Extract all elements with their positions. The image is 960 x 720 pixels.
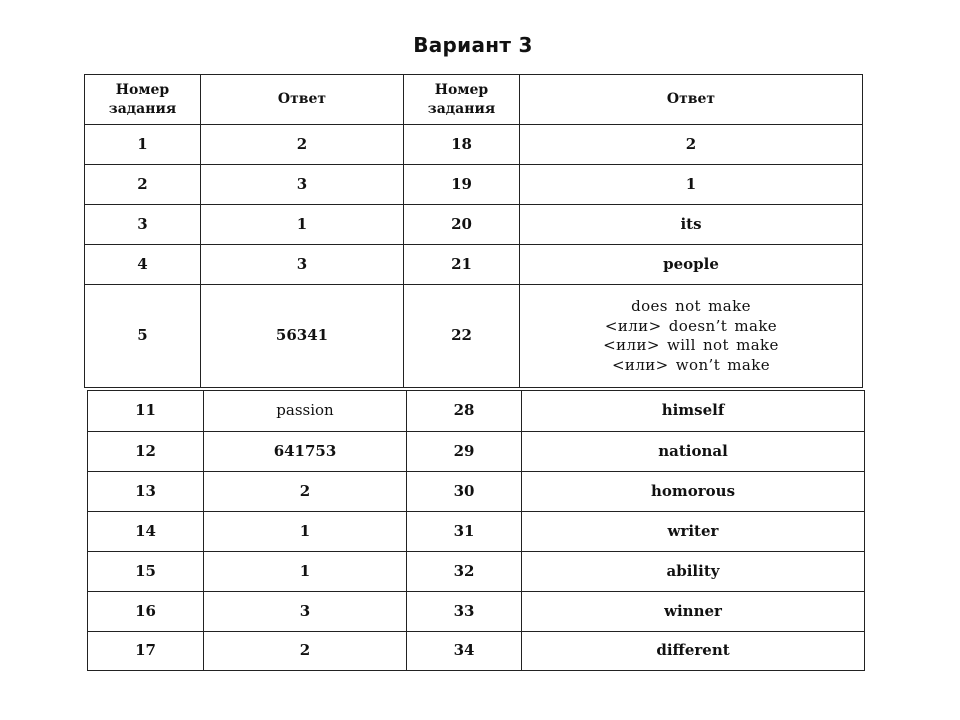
answer-cell: different: [522, 632, 865, 671]
answer-cell: himself: [522, 391, 865, 432]
table-row: [88, 592, 865, 632]
answer-cell: 3: [201, 245, 404, 285]
table-row: [88, 472, 865, 512]
answer-cell: 56341: [201, 285, 404, 388]
task-number-cell: 31: [407, 512, 522, 552]
page-title: Вариант 3: [413, 33, 533, 57]
task-number-cell: 21: [404, 245, 520, 285]
header-task-number-2: Номер задания: [404, 75, 520, 125]
task-number-cell: 11: [88, 391, 204, 432]
header-answer-2: Ответ: [520, 75, 863, 125]
task-number-cell: 30: [407, 472, 522, 512]
task-number-cell: 16: [88, 592, 204, 632]
task-number-cell: 14: [88, 512, 204, 552]
task-number-cell: 4: [85, 245, 201, 285]
task-number-cell: 28: [407, 391, 522, 432]
task-number-cell: 12: [88, 432, 204, 472]
answer-cell-multiline: [520, 285, 863, 388]
answer-cell: writer: [522, 512, 865, 552]
task-number-cell: 3: [85, 205, 201, 245]
header-answer-1: Ответ: [201, 75, 404, 125]
answer-line: <или> won’t make: [611, 355, 771, 374]
answer-cell: 2: [201, 125, 404, 165]
task-number-cell: 33: [407, 592, 522, 632]
task-number-cell: 1: [85, 125, 201, 165]
answer-cell: homorous: [522, 472, 865, 512]
answer-cell: 1: [201, 205, 404, 245]
table-row: [88, 432, 865, 472]
answer-cell: passion: [204, 391, 407, 432]
answer-cell: people: [520, 245, 863, 285]
task-number-cell: 13: [88, 472, 204, 512]
task-number-cell: 15: [88, 552, 204, 592]
answer-cell: 1: [204, 512, 407, 552]
header-task-number-1: Номер задания: [85, 75, 201, 125]
answer-cell: 2: [204, 472, 407, 512]
table-row: [88, 512, 865, 552]
task-number-cell: 19: [404, 165, 520, 205]
answer-cell: winner: [522, 592, 865, 632]
task-number-cell: 5: [85, 285, 201, 388]
answer-cell: 2: [204, 632, 407, 671]
answer-line: <или> doesn’t make: [604, 316, 778, 335]
table-row: [85, 165, 863, 205]
answer-cell: ability: [522, 552, 865, 592]
task-number-cell: 18: [404, 125, 520, 165]
task-number-cell: 20: [404, 205, 520, 245]
task-number-cell: 2: [85, 165, 201, 205]
answer-cell: 3: [201, 165, 404, 205]
task-number-cell: 34: [407, 632, 522, 671]
answer-cell: 3: [204, 592, 407, 632]
task-number-cell: 22: [404, 285, 520, 388]
task-number-cell: 29: [407, 432, 522, 472]
answers-table-top: [84, 74, 863, 388]
answer-cell: 2: [520, 125, 863, 165]
answer-line: does not make: [631, 297, 751, 315]
answers-table-bottom: [87, 390, 865, 671]
task-number-cell: 17: [88, 632, 204, 671]
answer-cell: 641753: [204, 432, 407, 472]
table-header-row: [85, 75, 863, 125]
task-number-cell: 32: [407, 552, 522, 592]
table-row: [88, 391, 865, 432]
table-row: [85, 205, 863, 245]
table-row: [88, 552, 865, 592]
table-row: [85, 125, 863, 165]
answer-line: <или> will not make: [603, 336, 779, 354]
table-row: [88, 632, 865, 671]
answer-cell: national: [522, 432, 865, 472]
answer-cell: 1: [520, 165, 863, 205]
answer-cell: its: [520, 205, 863, 245]
table-row: [85, 245, 863, 285]
table-row: [85, 285, 863, 388]
answer-cell: 1: [204, 552, 407, 592]
